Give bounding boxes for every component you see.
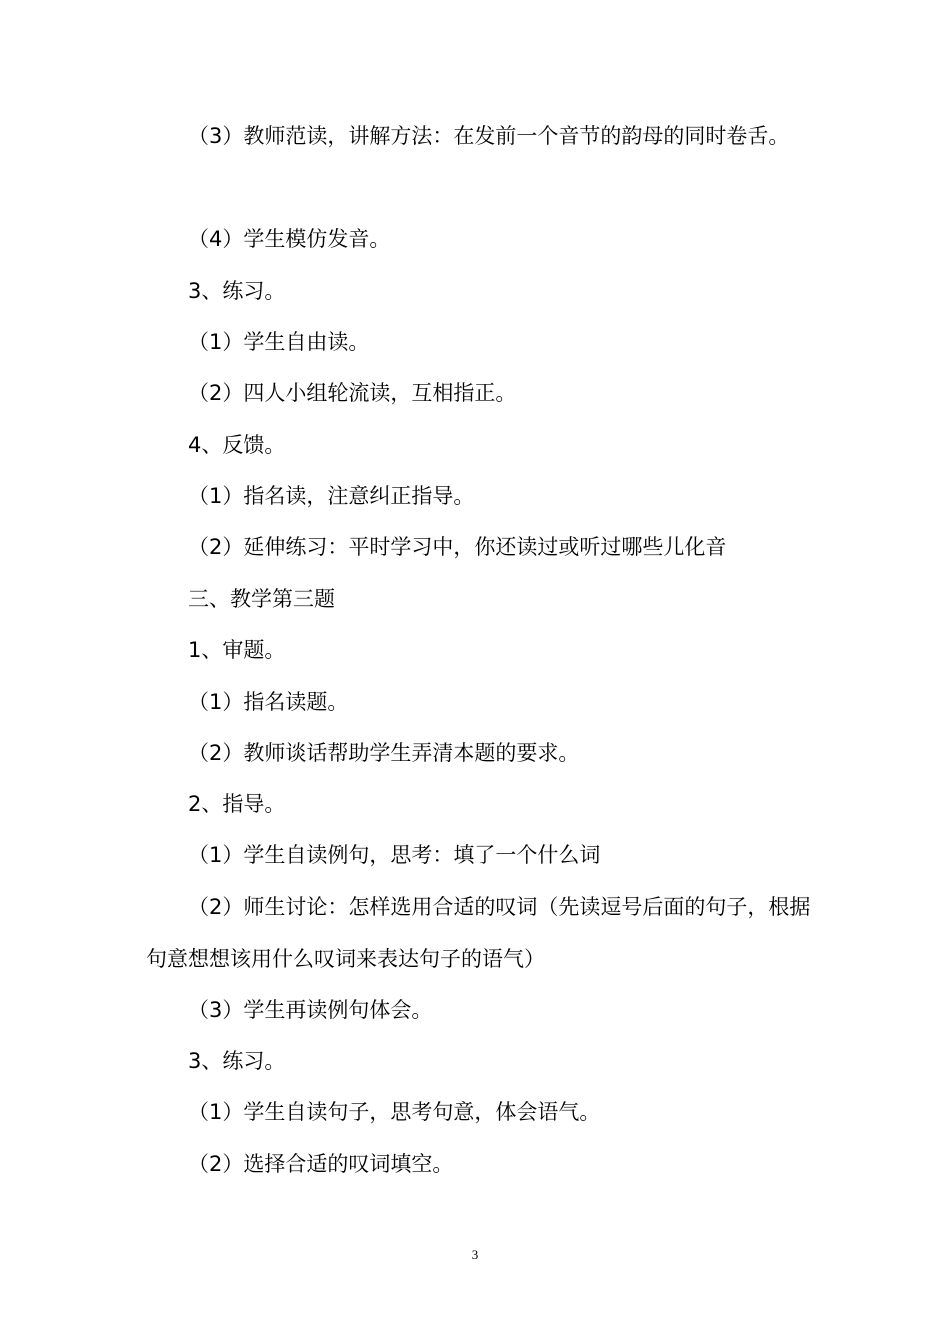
paragraph: 3、练习。 [188,279,286,303]
paragraph: （3）教师范读，讲解方法：在发前一个音节的韵母的同时卷舌。 [188,124,790,148]
paragraph: （2）师生讨论：怎样选用合适的叹词（先读逗号后面的句子，根据句意想想该用什么叹词来表达句子的语气） [146,895,811,971]
paragraph: （1）学生自读句子，思考句意，体会语气。 [188,1100,601,1124]
paragraph: 2、指导。 [188,792,286,816]
paragraph: 4、反馈。 [188,433,286,457]
paragraph: （3）学生再读例句体会。 [188,998,433,1022]
page-number: 3 [471,1247,479,1262]
section-heading: 三、教学第三题 [188,587,335,611]
paragraph: （2）选择合适的叹词填空。 [188,1152,454,1176]
paragraph: （1）学生自由读。 [188,330,370,354]
paragraph: 3、练习。 [188,1049,286,1073]
paragraph: （1）学生自读例句，思考：填了一个什么词 [188,843,601,867]
paragraph: 1、审题。 [188,638,286,662]
paragraph: （2）延伸练习：平时学习中，你还读过或听过哪些儿化音 [188,535,727,559]
paragraph: （2）教师谈话帮助学生弄清本题的要求。 [188,741,580,765]
paragraph: （1）指名读，注意纠正指导。 [188,484,475,508]
paragraph: （2）四人小组轮流读，互相指正。 [188,381,517,405]
paragraph: （4）学生模仿发音。 [188,227,391,251]
paragraph: （1）指名读题。 [188,690,349,714]
